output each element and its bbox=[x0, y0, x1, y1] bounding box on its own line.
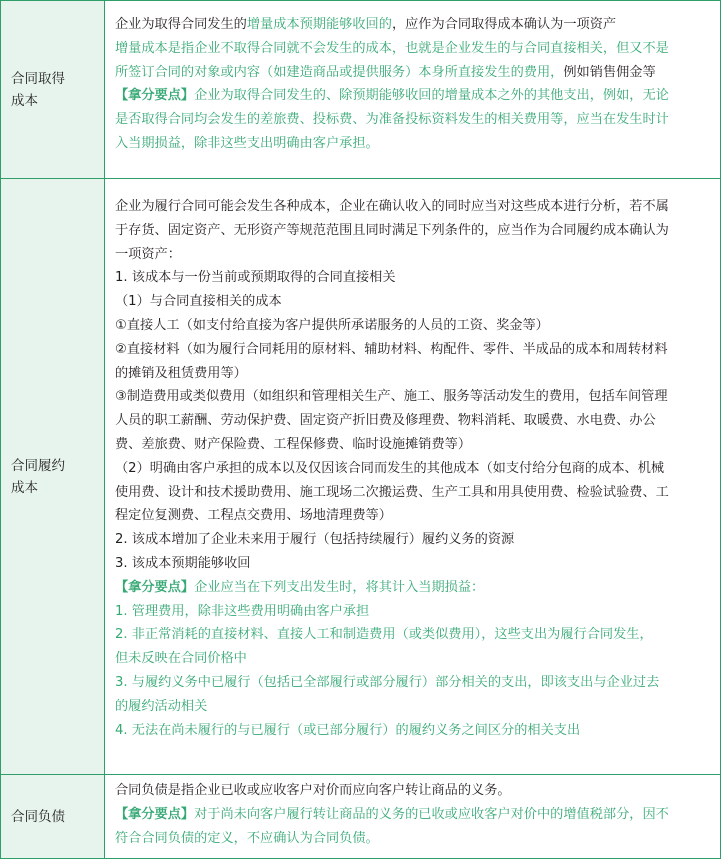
text-line bbox=[115, 290, 712, 314]
table-row-contract-liability bbox=[1, 775, 720, 858]
text-segment: 对于尚未向客户履行转让商品的义务的已收或应收客户对价中的增值税部分，因不 bbox=[194, 806, 669, 822]
text-line bbox=[115, 219, 712, 243]
text-line bbox=[115, 61, 712, 85]
text-segment: ③制造费用或类似费用（如组织和管理相关生产、施工、服务等活动发生的费用，包括车间管理 bbox=[115, 389, 668, 405]
text-segment: 人员的职工薪酬、劳动保护费、固定资产折旧费及修理费、物料消耗、取暖费、水电费、办公 bbox=[115, 413, 656, 429]
key-point-label: 【拿分要点】 bbox=[115, 806, 195, 822]
row-label-line: 合同负债 bbox=[11, 808, 65, 825]
text-line bbox=[115, 362, 712, 386]
row-label bbox=[1, 775, 105, 858]
text-line bbox=[115, 528, 712, 552]
text-line bbox=[115, 671, 712, 695]
text-line bbox=[115, 504, 712, 528]
text-segment: 的履约活动相关 bbox=[115, 698, 208, 714]
text-line bbox=[115, 600, 712, 624]
key-point-label: 【拿分要点】 bbox=[115, 579, 195, 595]
text-segment: 企业为取得合同发生的、除预期能够收回的增量成本之外的其他支出，例如，无论 bbox=[194, 88, 669, 104]
text-segment: 4. 无法在尚未履行的与已履行（或已部分履行）的履约义务之间区分的相关支出 bbox=[115, 722, 581, 738]
row-label-line: 成本 bbox=[11, 479, 38, 496]
text-line bbox=[115, 779, 712, 803]
text-segment: ，应作为合同取得成本确认为一项资产 bbox=[391, 17, 617, 32]
text-segment: 一项资产： bbox=[115, 246, 181, 262]
text-line bbox=[115, 243, 712, 267]
text-segment: 所签订合同的对象或内容（如建造商品或提供服务）本身所直接发生的费用， bbox=[115, 64, 564, 80]
text-segment: 费、差旅费、财产保险费、工程保修费、临时设施摊销费等） bbox=[115, 436, 472, 452]
text-line bbox=[115, 552, 712, 576]
text-line bbox=[115, 433, 712, 457]
text-segment: 程定位复测费、工程点交费用、场地清理费等） bbox=[115, 508, 392, 524]
table-row-contract-acquisition-cost bbox=[1, 1, 720, 179]
text-segment: （2）明确由客户承担的成本以及仅因该合同而发生的其他成本（如支付给分包商的成本、机械 bbox=[115, 460, 665, 476]
text-segment: 的摊销及租赁费用等） bbox=[115, 365, 247, 381]
text-line bbox=[115, 132, 712, 156]
text-segment: 3. 与履约义务中已履行（包括已全部履行或部分履行）部分相关的支出，即该支出与企业过去 bbox=[115, 674, 660, 690]
text-line bbox=[115, 13, 712, 37]
text-line bbox=[115, 695, 712, 719]
row-label bbox=[1, 1, 105, 178]
text-segment: （1）与合同直接相关的成本 bbox=[115, 294, 282, 310]
text-line bbox=[115, 195, 712, 219]
text-segment: 1. 管理费用，除非这些费用明确由客户承担 bbox=[115, 603, 370, 619]
text-line bbox=[115, 84, 712, 108]
text-line bbox=[115, 623, 712, 647]
text-segment: 合同负债是指企业已收或应收客户对价而应向客户转让商品的义务。 bbox=[115, 783, 511, 798]
text-segment: 增量成本预期能够收回的 bbox=[246, 17, 392, 32]
text-line bbox=[115, 37, 712, 61]
text-segment: 2. 该成本增加了企业未来用于履行（包括持续履行）履约义务的资源 bbox=[115, 532, 515, 548]
text-segment: 3. 该成本预期能够收回 bbox=[115, 555, 251, 571]
row-label bbox=[1, 179, 105, 774]
text-line bbox=[115, 385, 712, 409]
row-label-line: 合同取得 bbox=[11, 70, 65, 87]
text-segment: 企业为取得合同发生的 bbox=[115, 17, 247, 32]
text-line bbox=[115, 647, 712, 671]
text-line bbox=[115, 266, 712, 290]
text-line bbox=[115, 481, 712, 505]
text-segment: 于存货、固定资产、无形资产等规范范围且同时满足下列条件的，应当作为合同履约成本确认为 bbox=[115, 222, 669, 238]
text-segment: 使用费、设计和技术援助费用、施工现场二次搬运费、生产工具和用具使用费、检验试验费、工 bbox=[115, 484, 669, 500]
text-line bbox=[115, 719, 712, 743]
text-line bbox=[115, 803, 712, 827]
row-content bbox=[115, 195, 712, 742]
text-segment: 符合合同负债的定义，不应确认为合同负债。 bbox=[115, 830, 379, 846]
text-line bbox=[115, 576, 712, 600]
text-line bbox=[115, 314, 712, 338]
text-segment: ②直接材料（如为履行合同耗用的原材料、辅助材料、构配件、零件、半成品的成本和周转材料 bbox=[115, 341, 668, 357]
text-segment: 1. 该成本与一份当前或预期取得的合同直接相关 bbox=[115, 270, 396, 286]
text-segment: 但未反映在合同价格中 bbox=[115, 651, 247, 667]
table-row-contract-performance-cost bbox=[1, 179, 720, 775]
text-segment: 例如销售佣金等 bbox=[563, 64, 656, 80]
key-point-label: 【拿分要点】 bbox=[115, 88, 195, 104]
text-segment: 2. 非正常消耗的直接材料、直接人工和制造费用（或类似费用），这些支出为履行合同发生， bbox=[115, 627, 653, 643]
text-segment: 企业为履行合同可能会发生各种成本，企业在确认收入的同时应当对这些成本进行分析，若不属 bbox=[115, 199, 669, 214]
text-line bbox=[115, 827, 712, 851]
row-content bbox=[115, 779, 712, 850]
text-segment: 企业应当在下列支出发生时，将其计入当期损益： bbox=[194, 579, 485, 595]
text-line bbox=[115, 338, 712, 362]
row-content bbox=[115, 13, 712, 156]
text-line bbox=[115, 457, 712, 481]
row-label-line: 成本 bbox=[11, 92, 38, 109]
row-label-line: 合同履约 bbox=[11, 457, 65, 474]
text-segment: 增量成本是指企业不取得合同就不会发生的成本，也就是企业发生的与合同直接相关，但又不是 bbox=[115, 40, 669, 56]
text-line bbox=[115, 108, 712, 132]
text-line bbox=[115, 409, 712, 433]
text-segment: 入当期损益，除非这些支出明确由客户承担。 bbox=[115, 135, 379, 151]
text-segment: ①直接人工（如支付给直接为客户提供所承诺服务的人员的工资、奖金等） bbox=[115, 317, 549, 333]
text-segment: 是否取得合同均会发生的差旅费、投标费、为准备投标资料发生的相关费用等，应当在发生时计 bbox=[115, 112, 669, 128]
